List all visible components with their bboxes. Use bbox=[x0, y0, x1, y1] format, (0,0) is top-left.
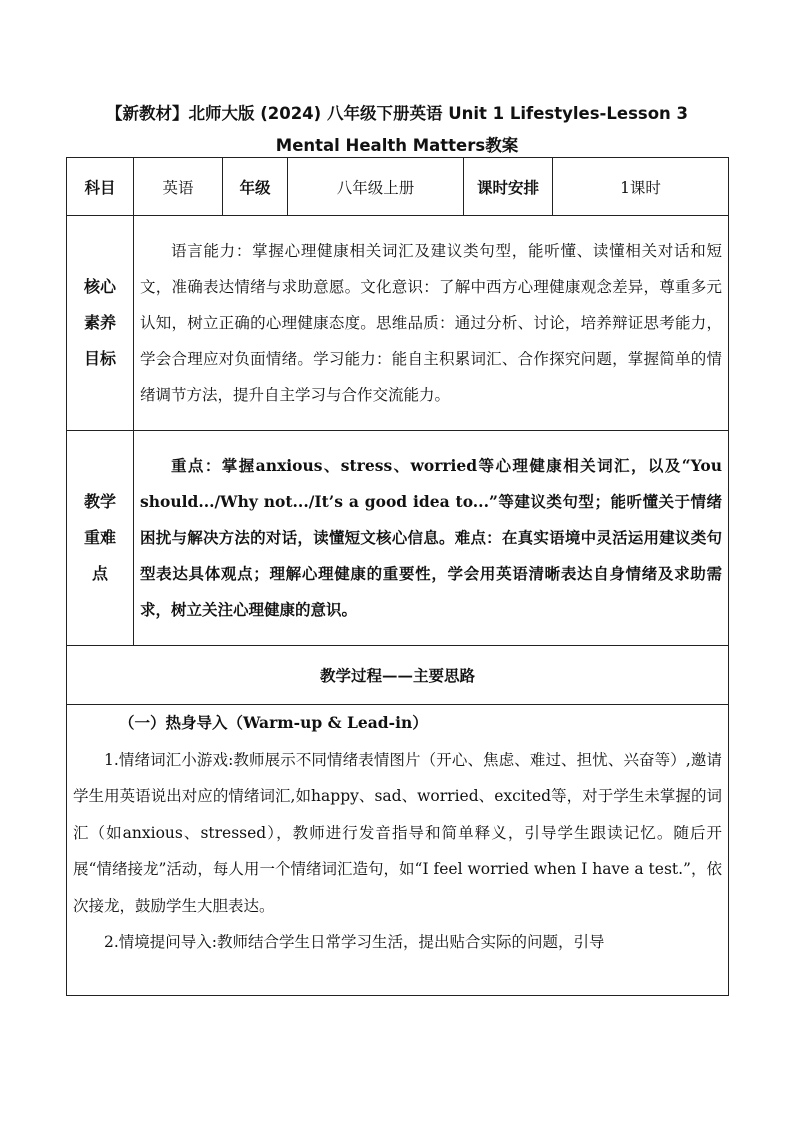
process-heading: 教学过程——主要思路 bbox=[67, 646, 729, 705]
hours-value: 1课时 bbox=[553, 158, 729, 216]
title-line-1: 【新教材】北师大版 (2024) 八年级下册英语 Unit 1 Lifestyles-Lesson 3 bbox=[105, 104, 689, 123]
grade-label: 年级 bbox=[223, 158, 288, 216]
core-literacy-label: 核心素养目标 bbox=[84, 277, 117, 368]
key-points-label: 教学重难点 bbox=[84, 492, 117, 583]
process-item-2: 2.情境提问导入:教师结合学生日常学习生活，提出贴合实际的问题，引导 bbox=[104, 933, 605, 951]
document-title bbox=[66, 98, 728, 162]
hours-label: 课时安排 bbox=[464, 158, 553, 216]
process-item-1: 1.情绪词汇小游戏:教师展示不同情绪表情图片（开心、焦虑、难过、担忧、兴奋等）,邀请学生用英语说出对应的情绪词汇,如happy、sad、worried、excited等，对于学生未掌握的词汇（如anxious、stressed），教师进行发音指导和简单释义，引导学生跟读记忆。随后开展“情绪接龙”活动，每人用一个情绪词汇造句，如“I feel worried when I have a test.”，依次接龙，鼓励学生大胆表达。 bbox=[73, 750, 722, 915]
lesson-plan-table bbox=[66, 157, 729, 996]
header-row bbox=[67, 158, 729, 216]
section-warmup-heading: （一）热身导入（Warm-up & Lead-in） bbox=[119, 713, 428, 732]
process-body-row bbox=[67, 705, 729, 996]
key-points-text: 重点：掌握anxious、stress、worried等心理健康相关词汇，以及“You should.../Why not.../It’s a good idea to...”等建议类句型；能听懂关于情绪困扰与解决方法的对话，读懂短文核心信息。难点：在真实语境中灵活运用建议类句型表达具体观点；理解心理健康的重要性，学会用英语清晰表达自身情绪及求助需求，树立关注心理健康的意识。 bbox=[134, 431, 729, 646]
grade-value: 八年级上册 bbox=[288, 158, 464, 216]
title-line-2: Mental Health Matters教案 bbox=[275, 136, 519, 155]
subject-label: 科目 bbox=[67, 158, 134, 216]
process-heading-row bbox=[67, 646, 729, 705]
core-literacy-text: 语言能力：掌握心理健康相关词汇及建议类句型，能听懂、读懂相关对话和短文，准确表达情绪与求助意愿。文化意识：了解中西方心理健康观念差异，尊重多元认知，树立正确的心理健康态度。思维品质：通过分析、讨论，培养辩证思考能力，学会合理应对负面情绪。学习能力：能自主积累词汇、合作探究问题，掌握简单的情绪调节方法，提升自主学习与合作交流能力。 bbox=[134, 216, 729, 431]
key-points-row bbox=[67, 431, 729, 646]
subject-value: 英语 bbox=[134, 158, 223, 216]
core-literacy-row bbox=[67, 216, 729, 431]
